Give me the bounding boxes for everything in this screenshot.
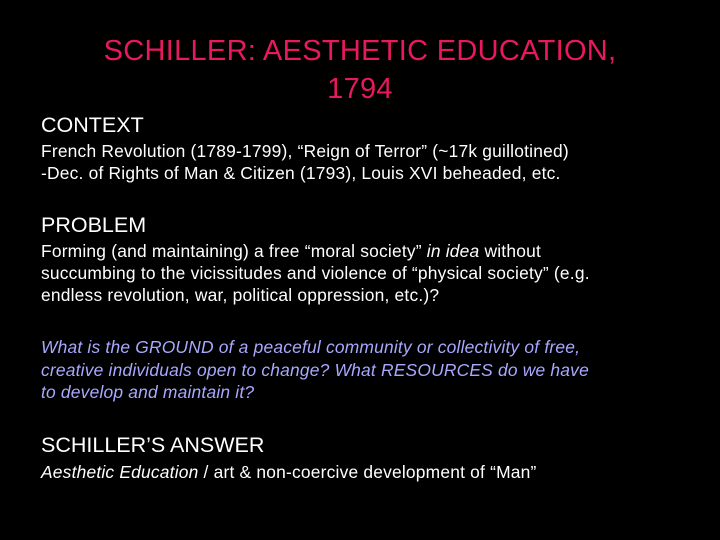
problem-body: [41, 240, 691, 306]
problem-line-1b: without: [479, 241, 541, 261]
answer-rest: / art & non-coercive development of “Man”: [198, 462, 537, 482]
context-body: [41, 140, 691, 184]
question-line-2: creative individuals open to change? What RESOURCES do we have: [41, 359, 589, 380]
problem-heading: PROBLEM: [41, 213, 147, 237]
context-line-1: French Revolution (1789-1799), “Reign of Terror” (~17k guillotined): [41, 141, 569, 161]
problem-line-3: endless revolution, war, political oppression, etc.)?: [41, 285, 440, 305]
answer-heading: SCHILLER’S ANSWER: [41, 433, 265, 457]
problem-line-1a: Forming (and maintaining) a free “moral society”: [41, 241, 427, 261]
problem-line-2: succumbing to the vicissitudes and violence of “physical society” (e.g.: [41, 263, 590, 283]
guiding-question: [41, 336, 701, 404]
problem-line-1-emphasis: in idea: [426, 241, 480, 261]
question-line-3: to develop and maintain it?: [41, 382, 255, 402]
title-line-2: 1794: [327, 73, 393, 105]
context-line-2: -Dec. of Rights of Man & Citizen (1793), Louis XVI beheaded, etc.: [41, 163, 561, 183]
problem-line-1: [41, 240, 691, 262]
question-line-1: What is the GROUND of a peaceful community or collectivity of free,: [41, 337, 581, 357]
context-heading: CONTEXT: [41, 113, 144, 137]
answer-line: [41, 461, 691, 483]
title-line-1: SCHILLER: AESTHETIC EDUCATION,: [103, 35, 617, 67]
slide-title: [40, 32, 680, 108]
answer-body: [41, 461, 691, 483]
answer-emphasis: Aesthetic Education: [41, 462, 199, 482]
